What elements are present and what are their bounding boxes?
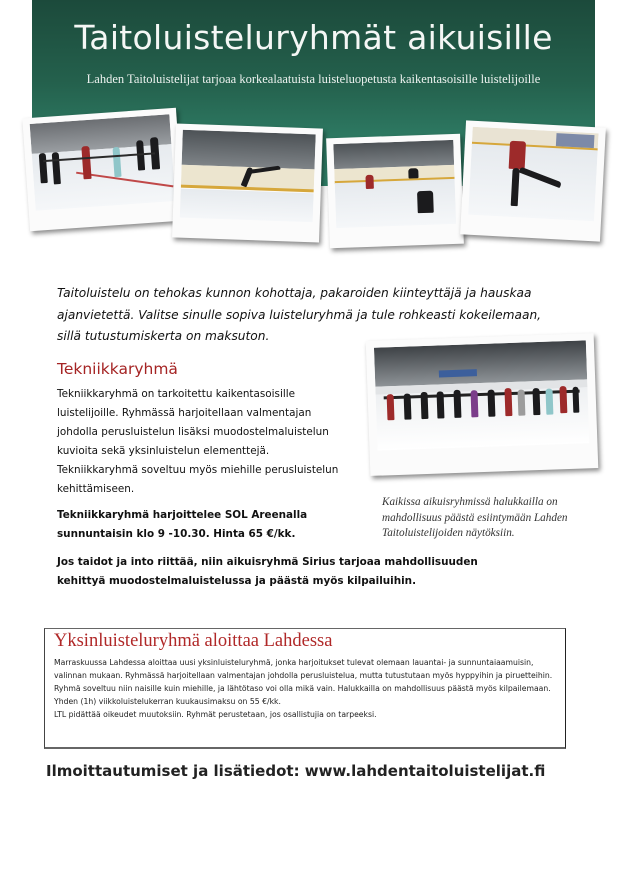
yksinluistelu-description: Marraskuussa Lahdessa aloittaa uusi yksinluisteluryhmä, jonka harjoitukset tulevat olemaan lauantai- ja sunnuntaiaamuisin, valinnan mukaan. Ryhmässä harjoitellaan valmentajan johdolla perusluistelua, mutta tutustutaan myös hyppyihin ja piruetteihin. Ryhmä soveltuu niin naisille kuin miehille, ja lähtötaso voi olla mikä vain. Halukkailla on mahdollisuus päästä myös kilpailemaan. Yhden (1h) viikkoluistelukerran kuukausimaksu on 55 €/kk. [54, 658, 553, 706]
yksinluistelu-box [44, 628, 566, 749]
tekniikka-heading: Tekniikkaryhmä [57, 360, 178, 378]
photo-crouching-skaters [326, 134, 464, 249]
photo-caption: Kaikissa aikuisryhmissä halukkailla on mahdollisuus päästä esiintymään Lahden Taitoluistelijoiden näytöksiin. [382, 496, 568, 539]
intro-text: Taitoluistelu on tehokas kunnon kohottaja, pakaroiden kiinteyttäjä ja hauskaa ajanvietettä. Valitse sinulle sopiva luisteluryhmä ja tule rohkeasti kokeilemaan, sillä tutustumiskerta on maksuton. [57, 286, 542, 343]
page-title: Taitoluisteluryhmät aikuisille [74, 18, 553, 57]
yksinluistelu-heading: Yksinluisteluryhmä aloittaa Lahdessa [54, 631, 333, 651]
photo-red-jacket-skater [460, 120, 606, 241]
sirius-info: Jos taidot ja into riittää, niin aikuisryhmä Sirius tarjoaa mahdollisuuden kehittyä muodostelmaluistelussa ja päästä myös kilpailuihin. [57, 556, 478, 587]
yksinluistelu-note: LTL pidättää oikeudet muutoksiin. Ryhmät perustetaan, jos osallistujia on tarpeeksi. [54, 710, 377, 719]
page-subtitle: Lahden Taitoluistelijat tarjoaa korkealaatuista luisteluopetusta kaikentasoisille luistelijoille [86, 72, 541, 86]
photo-adult-group [366, 333, 599, 476]
tekniikka-schedule: Tekniikkaryhmä harjoittelee SOL Areenalla sunnuntaisin klo 9 -10.30. Hinta 65 €/kk. [57, 509, 308, 540]
photo-spiral-skater [172, 123, 323, 242]
registration-info: Ilmoittautumiset ja lisätiedot: www.lahdentaitoluistelijat.fi [46, 762, 546, 780]
yksinluistelu-body [54, 656, 559, 721]
tekniikka-description: Tekniikkaryhmä on tarkoitettu kaikentasoisille luistelijoille. Ryhmässä harjoitellaan valmentajan johdolla perusluistelun lisäksi muodostelmaluistelun kuvioita sekä yksinluistelun elementtejä. Tekniikkaryhmä soveltuu myös miehille perusluistelun kehittämiseen. [57, 388, 339, 495]
photo-group-skating [22, 108, 184, 231]
